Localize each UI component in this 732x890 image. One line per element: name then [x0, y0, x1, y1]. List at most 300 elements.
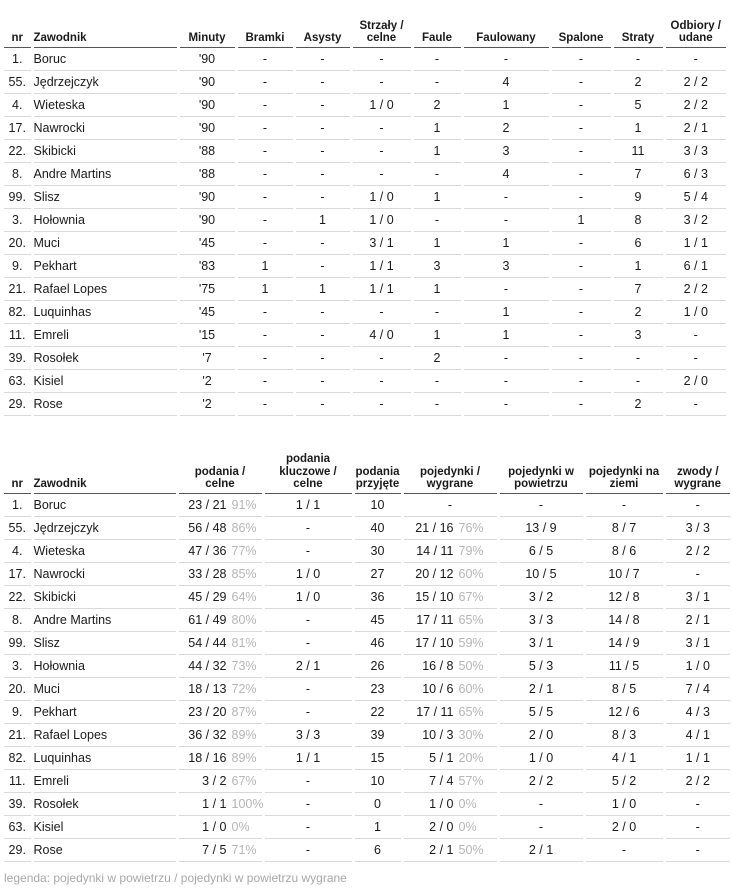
cell-nr: 8. — [4, 162, 32, 185]
cell-received: 27 — [353, 562, 402, 585]
table-body — [4, 493, 730, 861]
cell-fouled: 1 — [462, 93, 550, 116]
cell-player: Jędrzejczyk — [32, 70, 178, 93]
duels-value: 5 / 1 — [429, 750, 454, 765]
duels-value: 14 / 11 — [416, 543, 454, 558]
cell-dribbles: 7 / 4 — [664, 677, 730, 700]
cell-shots: - — [351, 162, 412, 185]
cell-offsides: - — [550, 93, 612, 116]
cell-fouled: 1 — [462, 300, 550, 323]
duels-value: 21 / 16 — [415, 520, 454, 535]
cell-tackles: 1 / 1 — [664, 231, 726, 254]
cell-losses: 7 — [612, 162, 664, 185]
cell-player: Rose — [32, 838, 177, 861]
cell-player: Emreli — [32, 769, 177, 792]
cell-key-passes: 1 / 1 — [263, 746, 353, 769]
cell-key-passes: 2 / 1 — [263, 654, 353, 677]
cell-shots: 3 / 1 — [351, 231, 412, 254]
table-row — [4, 392, 726, 415]
cell-assists: - — [294, 47, 351, 70]
cell-ground-duels: 12 / 8 — [584, 585, 664, 608]
cell-offsides: - — [550, 254, 612, 277]
cell-tackles: - — [664, 392, 726, 415]
duels-percent: 50% — [458, 658, 484, 673]
header-passes: podania / celne — [177, 451, 263, 493]
passing-duels-table — [4, 451, 730, 862]
cell-minutes: '90 — [178, 116, 236, 139]
cell-shots: - — [351, 392, 412, 415]
cell-nr: 82. — [4, 300, 32, 323]
cell-ground-duels: 12 / 6 — [584, 700, 664, 723]
cell-player: Pekhart — [32, 254, 178, 277]
duels-value: 1 / 0 — [429, 796, 454, 811]
cell-nr: 55. — [4, 516, 32, 539]
cell-shots: 1 / 0 — [351, 93, 412, 116]
duels-value: 17 / 10 — [415, 635, 454, 650]
cell-losses: 3 — [612, 323, 664, 346]
cell-dribbles: 3 / 3 — [664, 516, 730, 539]
cell-fouled: 4 — [462, 70, 550, 93]
header-offsides: Spalone — [550, 5, 612, 47]
cell-player: Wieteska — [32, 93, 178, 116]
cell-tackles: - — [664, 346, 726, 369]
cell-fouls: 1 — [412, 116, 462, 139]
duels-value: 10 / 6 — [422, 681, 454, 696]
table-row — [4, 185, 726, 208]
cell-air-duels: 5 / 3 — [498, 654, 584, 677]
passes-percent: 77% — [231, 543, 257, 558]
cell-assists: - — [294, 185, 351, 208]
cell-fouled: 3 — [462, 254, 550, 277]
cell-player: Rosołek — [32, 346, 178, 369]
cell-ground-duels: - — [584, 838, 664, 861]
cell-fouled: - — [462, 369, 550, 392]
cell-player: Muci — [32, 231, 178, 254]
cell-air-duels: 6 / 5 — [498, 539, 584, 562]
cell-offsides: - — [550, 369, 612, 392]
cell-assists: - — [294, 323, 351, 346]
cell-duels — [402, 815, 498, 838]
cell-assists: - — [294, 116, 351, 139]
cell-goals: - — [236, 300, 294, 323]
cell-offsides: 1 — [550, 208, 612, 231]
table-row — [4, 300, 726, 323]
cell-offsides: - — [550, 162, 612, 185]
cell-shots: 1 / 0 — [351, 208, 412, 231]
header-row — [4, 5, 726, 47]
cell-tackles: 2 / 2 — [664, 277, 726, 300]
header-received: podania przyjęte — [353, 451, 402, 493]
cell-dribbles: 1 / 1 — [664, 746, 730, 769]
passes-percent: 100% — [231, 796, 264, 811]
cell-nr: 21. — [4, 277, 32, 300]
cell-fouls: 2 — [412, 93, 462, 116]
cell-goals: - — [236, 162, 294, 185]
cell-player: Rafael Lopes — [32, 723, 177, 746]
cell-shots: - — [351, 139, 412, 162]
cell-duels — [402, 516, 498, 539]
cell-duels: - — [402, 493, 498, 516]
cell-passes — [177, 562, 263, 585]
cell-player: Slisz — [32, 631, 177, 654]
cell-goals: - — [236, 231, 294, 254]
table-row — [4, 654, 730, 677]
passes-percent: 0% — [231, 819, 250, 834]
cell-nr: 39. — [4, 346, 32, 369]
passes-value: 18 / 16 — [188, 750, 227, 765]
cell-player: Skibicki — [32, 139, 178, 162]
passes-percent: 67% — [231, 773, 257, 788]
duels-percent: 50% — [458, 842, 484, 857]
cell-goals: - — [236, 369, 294, 392]
header-fouled: Faulowany — [462, 5, 550, 47]
cell-player: Andre Martins — [32, 608, 177, 631]
table-row — [4, 539, 730, 562]
cell-offsides: - — [550, 323, 612, 346]
cell-fouls: - — [412, 70, 462, 93]
cell-fouled: 3 — [462, 139, 550, 162]
cell-losses: - — [612, 369, 664, 392]
cell-key-passes: 1 / 1 — [263, 493, 353, 516]
passes-value: 33 / 28 — [188, 566, 227, 581]
cell-dribbles: 4 / 3 — [664, 700, 730, 723]
cell-air-duels: 3 / 3 — [498, 608, 584, 631]
cell-goals: - — [236, 208, 294, 231]
cell-key-passes: - — [263, 677, 353, 700]
cell-offsides: - — [550, 47, 612, 70]
cell-duels — [402, 700, 498, 723]
duels-percent: 0% — [458, 819, 477, 834]
passes-value: 23 / 20 — [188, 704, 227, 719]
cell-air-duels: 2 / 1 — [498, 677, 584, 700]
cell-nr: 63. — [4, 369, 32, 392]
duels-value: 17 / 11 — [416, 612, 454, 627]
table-row — [4, 562, 730, 585]
cell-duels — [402, 769, 498, 792]
passes-value: 36 / 32 — [188, 727, 227, 742]
cell-ground-duels: 11 / 5 — [584, 654, 664, 677]
cell-offsides: - — [550, 346, 612, 369]
passes-percent: 91% — [231, 497, 257, 512]
table-row — [4, 323, 726, 346]
cell-tackles: 3 / 3 — [664, 139, 726, 162]
cell-tackles: - — [664, 47, 726, 70]
duels-percent: 65% — [458, 704, 484, 719]
table-row — [4, 723, 730, 746]
cell-assists: - — [294, 70, 351, 93]
cell-losses: 1 — [612, 254, 664, 277]
cell-player: Slisz — [32, 185, 178, 208]
cell-offsides: - — [550, 277, 612, 300]
duels-value: 15 / 10 — [415, 589, 454, 604]
cell-duels — [402, 838, 498, 861]
cell-nr: 82. — [4, 746, 32, 769]
cell-duels — [402, 746, 498, 769]
passes-value: 23 / 21 — [188, 497, 227, 512]
table-row — [4, 208, 726, 231]
passes-value: 7 / 5 — [202, 842, 227, 857]
cell-nr: 3. — [4, 208, 32, 231]
duels-value: 16 / 8 — [422, 658, 454, 673]
cell-air-duels: 3 / 1 — [498, 631, 584, 654]
cell-passes — [177, 608, 263, 631]
table-row — [4, 254, 726, 277]
cell-dribbles: - — [664, 838, 730, 861]
cell-key-passes: 3 / 3 — [263, 723, 353, 746]
cell-ground-duels: 8 / 5 — [584, 677, 664, 700]
cell-key-passes: - — [263, 769, 353, 792]
cell-passes — [177, 654, 263, 677]
cell-minutes: '15 — [178, 323, 236, 346]
header-losses: Straty — [612, 5, 664, 47]
duels-value: 2 / 1 — [429, 842, 454, 857]
cell-shots: - — [351, 300, 412, 323]
table-row — [4, 93, 726, 116]
cell-air-duels: - — [498, 792, 584, 815]
cell-shots: - — [351, 369, 412, 392]
cell-tackles: 2 / 2 — [664, 93, 726, 116]
cell-received: 30 — [353, 539, 402, 562]
cell-minutes: '2 — [178, 369, 236, 392]
cell-passes — [177, 815, 263, 838]
cell-key-passes: - — [263, 516, 353, 539]
cell-losses: - — [612, 47, 664, 70]
cell-shots: - — [351, 346, 412, 369]
cell-nr: 8. — [4, 608, 32, 631]
cell-fouls: 3 — [412, 254, 462, 277]
cell-key-passes: - — [263, 815, 353, 838]
cell-nr: 11. — [4, 769, 32, 792]
cell-duels — [402, 631, 498, 654]
cell-ground-duels: 2 / 0 — [584, 815, 664, 838]
cell-key-passes: - — [263, 792, 353, 815]
cell-fouls: - — [412, 208, 462, 231]
cell-nr: 29. — [4, 838, 32, 861]
table-row — [4, 677, 730, 700]
duels-percent: 59% — [458, 635, 484, 650]
duels-percent: 60% — [458, 566, 484, 581]
cell-offsides: - — [550, 231, 612, 254]
cell-ground-duels: 10 / 7 — [584, 562, 664, 585]
cell-nr: 20. — [4, 677, 32, 700]
cell-nr: 21. — [4, 723, 32, 746]
header-key-passes: podania kluczowe / celne — [263, 451, 353, 493]
passes-value: 1 / 1 — [202, 796, 227, 811]
header-nr: nr — [4, 5, 32, 47]
cell-losses: 2 — [612, 392, 664, 415]
cell-passes — [177, 700, 263, 723]
cell-fouled: - — [462, 392, 550, 415]
passes-percent: 85% — [231, 566, 257, 581]
cell-dribbles: - — [664, 815, 730, 838]
cell-tackles: 5 / 4 — [664, 185, 726, 208]
cell-ground-duels: 8 / 7 — [584, 516, 664, 539]
cell-player: Hołownia — [32, 208, 178, 231]
cell-nr: 3. — [4, 654, 32, 677]
cell-player: Emreli — [32, 323, 178, 346]
cell-dribbles: 4 / 1 — [664, 723, 730, 746]
cell-duels — [402, 608, 498, 631]
player-stats-table — [4, 5, 726, 416]
cell-player: Hołownia — [32, 654, 177, 677]
cell-received: 36 — [353, 585, 402, 608]
cell-goals: - — [236, 70, 294, 93]
passes-value: 18 / 13 — [188, 681, 227, 696]
duels-percent: 30% — [458, 727, 484, 742]
cell-goals: 1 — [236, 254, 294, 277]
cell-shots: - — [351, 70, 412, 93]
cell-player: Kisiel — [32, 815, 177, 838]
cell-dribbles: - — [664, 493, 730, 516]
cell-fouled: - — [462, 208, 550, 231]
passes-value: 54 / 44 — [188, 635, 227, 650]
cell-offsides: - — [550, 139, 612, 162]
cell-assists: - — [294, 392, 351, 415]
cell-assists: - — [294, 254, 351, 277]
cell-assists: - — [294, 231, 351, 254]
cell-tackles: - — [664, 323, 726, 346]
cell-losses: 7 — [612, 277, 664, 300]
cell-air-duels: 2 / 2 — [498, 769, 584, 792]
cell-player: Boruc — [32, 493, 177, 516]
cell-received: 40 — [353, 516, 402, 539]
duels-percent: 79% — [458, 543, 484, 558]
cell-assists: - — [294, 139, 351, 162]
header-ground-duels: pojedynki na ziemi — [584, 451, 664, 493]
cell-dribbles: - — [664, 562, 730, 585]
cell-minutes: '88 — [178, 162, 236, 185]
cell-key-passes: - — [263, 631, 353, 654]
passes-value: 56 / 48 — [188, 520, 227, 535]
cell-minutes: '45 — [178, 231, 236, 254]
duels-percent: 57% — [458, 773, 484, 788]
table-row — [4, 769, 730, 792]
cell-fouls: 1 — [412, 139, 462, 162]
cell-key-passes: 1 / 0 — [263, 585, 353, 608]
cell-duels — [402, 585, 498, 608]
cell-ground-duels: 4 / 1 — [584, 746, 664, 769]
cell-received: 6 — [353, 838, 402, 861]
cell-passes — [177, 746, 263, 769]
cell-passes — [177, 516, 263, 539]
duels-value: 17 / 11 — [416, 704, 454, 719]
cell-received: 23 — [353, 677, 402, 700]
cell-fouls: - — [412, 47, 462, 70]
cell-key-passes: - — [263, 700, 353, 723]
table-row — [4, 792, 730, 815]
table-row — [4, 631, 730, 654]
passes-value: 1 / 0 — [202, 819, 227, 834]
cell-fouls: - — [412, 392, 462, 415]
cell-dribbles: 2 / 1 — [664, 608, 730, 631]
cell-fouls: 1 — [412, 231, 462, 254]
cell-nr: 20. — [4, 231, 32, 254]
passes-value: 44 / 32 — [188, 658, 227, 673]
cell-shots: 4 / 0 — [351, 323, 412, 346]
table-row — [4, 162, 726, 185]
cell-tackles: 3 / 2 — [664, 208, 726, 231]
table-row — [4, 47, 726, 70]
cell-player: Wieteska — [32, 539, 177, 562]
cell-ground-duels: 5 / 2 — [584, 769, 664, 792]
cell-assists: - — [294, 369, 351, 392]
header-nr: nr — [4, 451, 32, 493]
cell-fouled: - — [462, 47, 550, 70]
cell-air-duels: 1 / 0 — [498, 746, 584, 769]
header-player: Zawodnik — [32, 451, 177, 493]
cell-goals: 1 — [236, 277, 294, 300]
cell-player: Rose — [32, 392, 178, 415]
passes-percent: 71% — [231, 842, 257, 857]
table-row — [4, 838, 730, 861]
cell-assists: - — [294, 346, 351, 369]
header-goals: Bramki — [236, 5, 294, 47]
cell-nr: 22. — [4, 139, 32, 162]
cell-duels — [402, 723, 498, 746]
cell-ground-duels: 14 / 8 — [584, 608, 664, 631]
cell-ground-duels: 1 / 0 — [584, 792, 664, 815]
cell-passes — [177, 677, 263, 700]
cell-goals: - — [236, 392, 294, 415]
header-row — [4, 451, 730, 493]
cell-received: 46 — [353, 631, 402, 654]
cell-key-passes: - — [263, 539, 353, 562]
header-minutes: Minuty — [178, 5, 236, 47]
table-row — [4, 231, 726, 254]
cell-assists: 1 — [294, 208, 351, 231]
cell-losses: - — [612, 346, 664, 369]
cell-fouls: 1 — [412, 277, 462, 300]
passes-value: 45 / 29 — [188, 589, 227, 604]
cell-fouled: - — [462, 346, 550, 369]
cell-received: 26 — [353, 654, 402, 677]
duels-percent: 67% — [458, 589, 484, 604]
cell-nr: 99. — [4, 185, 32, 208]
cell-passes — [177, 723, 263, 746]
cell-tackles: 2 / 2 — [664, 70, 726, 93]
header-air-duels: pojedynki w powietrzu — [498, 451, 584, 493]
cell-received: 45 — [353, 608, 402, 631]
cell-offsides: - — [550, 392, 612, 415]
table-row — [4, 815, 730, 838]
passes-percent: 81% — [231, 635, 257, 650]
duels-percent: 0% — [458, 796, 477, 811]
cell-shots: 1 / 1 — [351, 277, 412, 300]
cell-goals: - — [236, 139, 294, 162]
cell-dribbles: 3 / 1 — [664, 585, 730, 608]
cell-player: Luquinhas — [32, 300, 178, 323]
cell-tackles: 1 / 0 — [664, 300, 726, 323]
cell-duels — [402, 792, 498, 815]
cell-fouls: - — [412, 369, 462, 392]
passes-percent: 86% — [231, 520, 257, 535]
cell-passes — [177, 539, 263, 562]
passes-percent: 73% — [231, 658, 257, 673]
cell-passes — [177, 769, 263, 792]
cell-player: Rosołek — [32, 792, 177, 815]
cell-nr: 9. — [4, 254, 32, 277]
cell-shots: - — [351, 116, 412, 139]
cell-nr: 22. — [4, 585, 32, 608]
cell-ground-duels: 14 / 9 — [584, 631, 664, 654]
table-row — [4, 493, 730, 516]
cell-nr: 29. — [4, 392, 32, 415]
cell-player: Muci — [32, 677, 177, 700]
cell-passes — [177, 493, 263, 516]
table-row — [4, 700, 730, 723]
cell-goals: - — [236, 116, 294, 139]
cell-player: Boruc — [32, 47, 178, 70]
